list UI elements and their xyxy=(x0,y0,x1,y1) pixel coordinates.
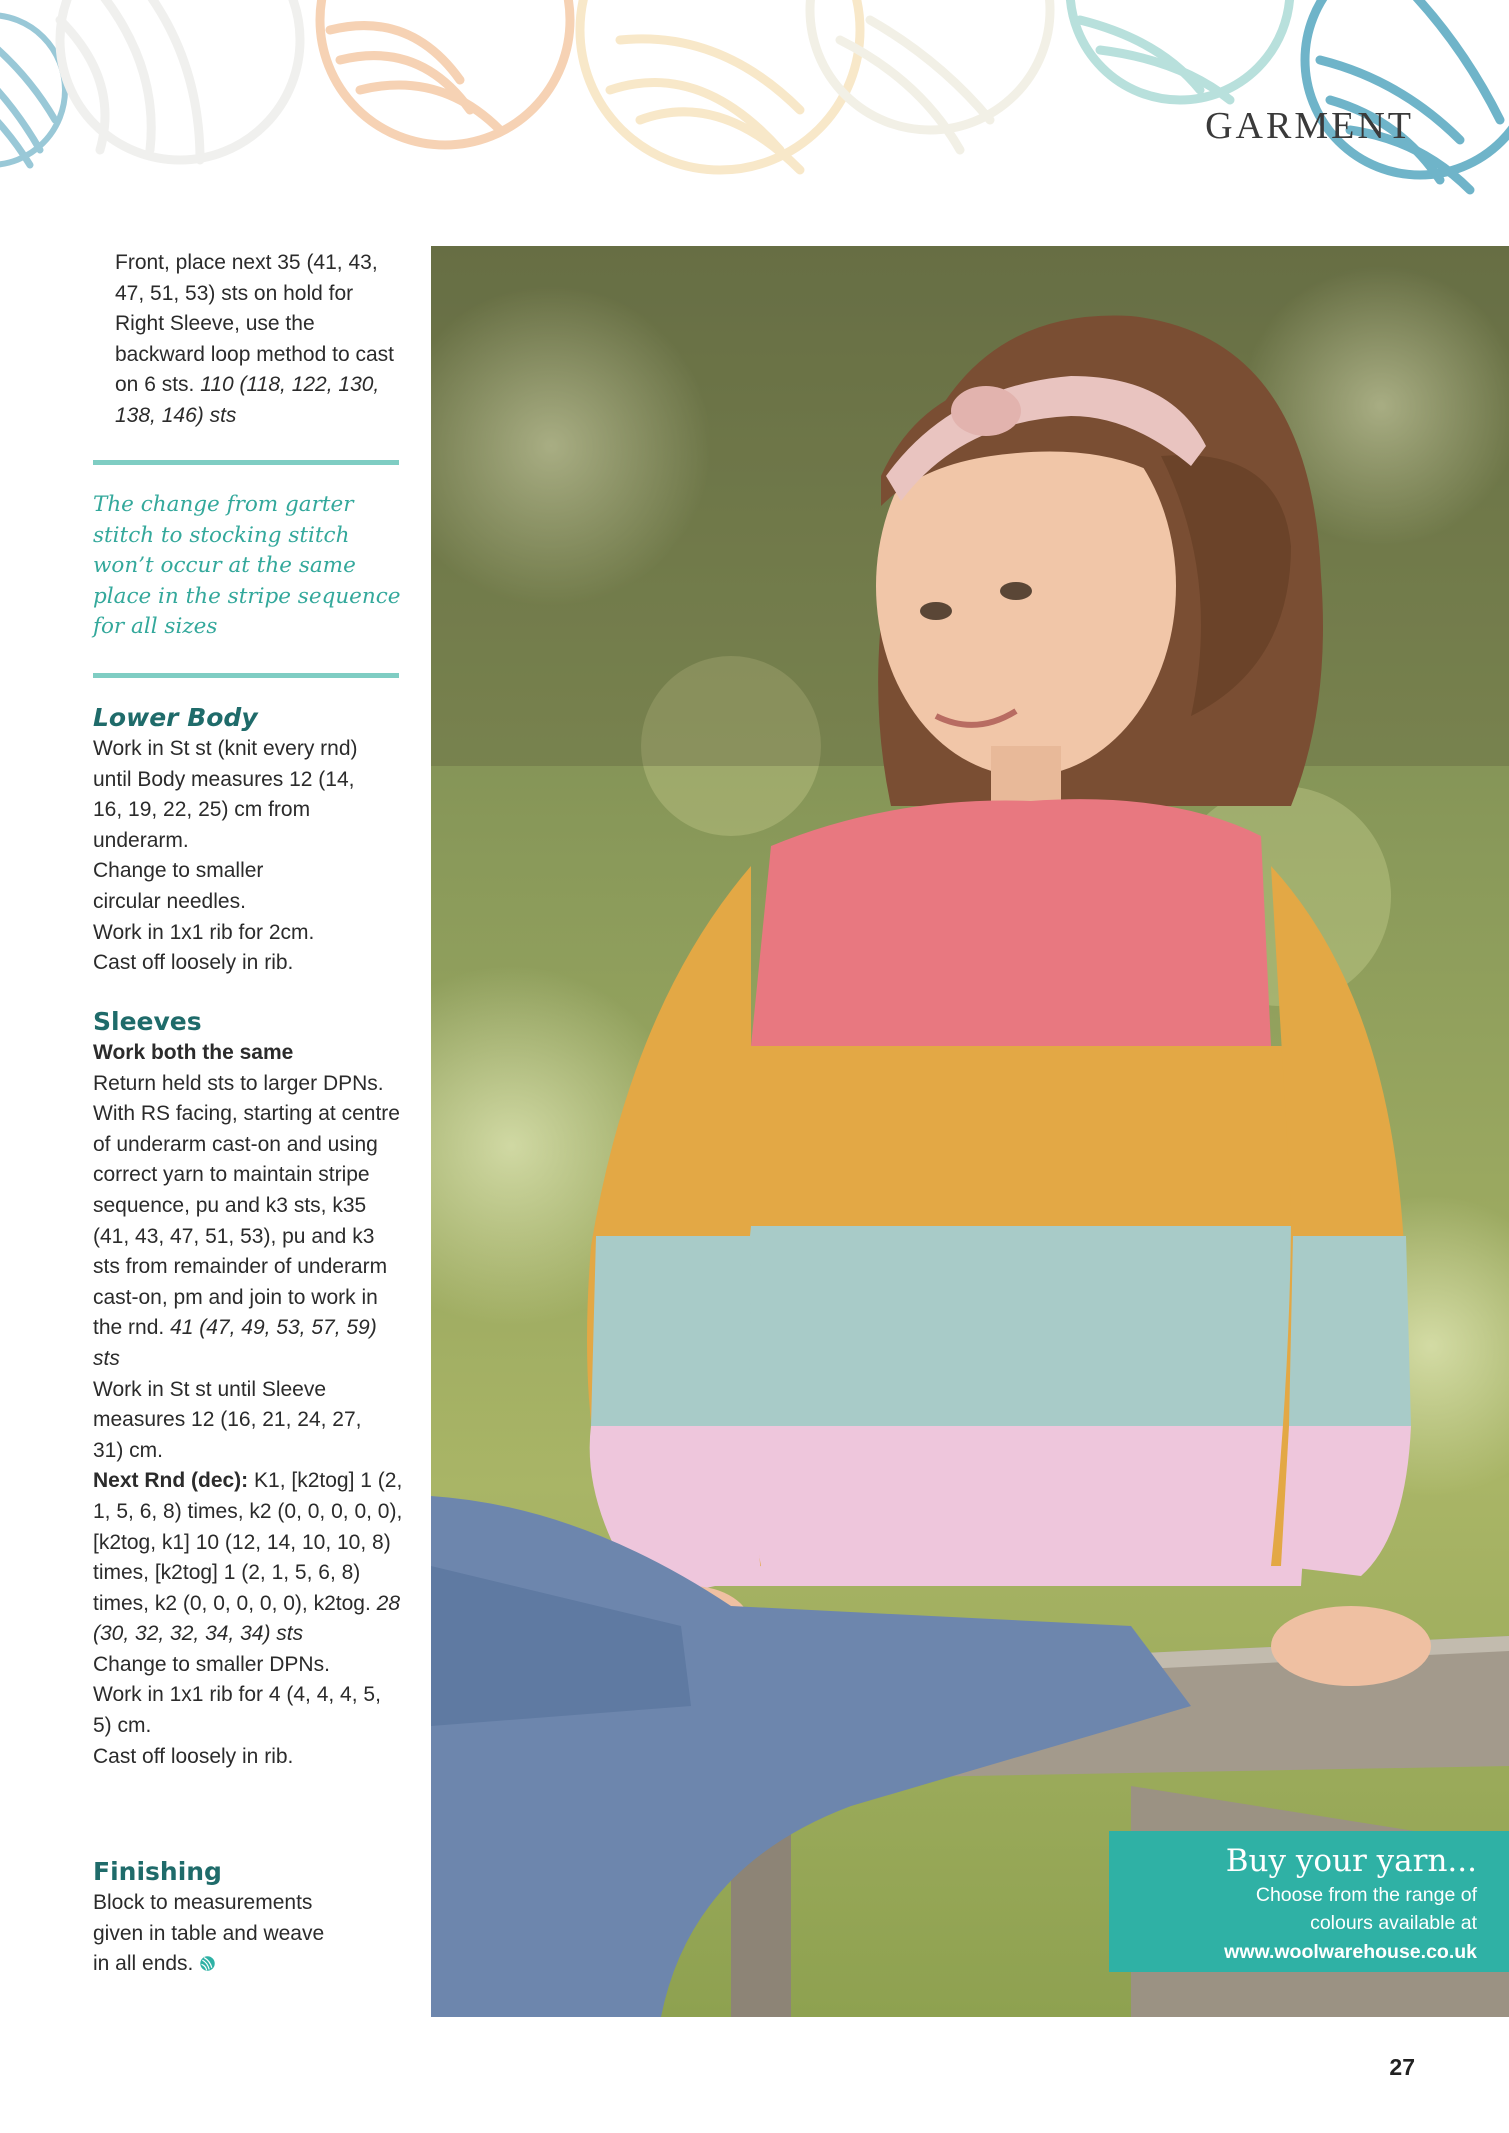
buy-yarn-title: Buy your yarn... xyxy=(1225,1843,1477,1879)
yarn-ball-icon xyxy=(580,0,860,170)
lower-body-line: Work in 1x1 rib for 2cm. xyxy=(93,920,315,944)
intro-paragraph xyxy=(115,248,405,432)
yarn-ball-icon xyxy=(60,0,300,160)
lower-body-section xyxy=(93,703,413,979)
buy-yarn-line: colours available at xyxy=(1310,1912,1477,1934)
finishing-heading: Finishing xyxy=(93,1857,222,1886)
sleeves-after-line: Cast off loosely in rib. xyxy=(93,1744,294,1768)
yarn-ball-icon xyxy=(0,15,65,165)
lower-body-line: Cast off loosely in rib. xyxy=(93,951,294,975)
photo-girl-in-striped-sweater xyxy=(431,246,1509,2017)
yarn-ball-icon xyxy=(810,0,1050,150)
pullquote-top-rule xyxy=(93,460,399,465)
sleeves-return-count: 41 (47, 49, 53, 57, 59) sts xyxy=(93,1316,377,1370)
sleeves-after-line: Change to smaller DPNs. xyxy=(93,1652,330,1676)
pullquote-bottom-rule xyxy=(93,673,399,678)
yarn-ball-icon xyxy=(320,0,570,145)
sleeves-subheading: Work both the same xyxy=(93,1041,294,1064)
photo-illustration xyxy=(431,246,1509,2017)
next-rnd-label: Next Rnd (dec): xyxy=(93,1469,249,1493)
section-label: GARMENT xyxy=(1205,105,1414,147)
page-number: 27 xyxy=(1389,2054,1415,2080)
yarn-ball-header-decoration xyxy=(0,0,1509,200)
finishing-section xyxy=(93,1857,343,1980)
pullquote: The change from garter stitch to stocking stitch won’t occur at the same place in the stripe sequence for all sizes xyxy=(93,492,401,640)
sleeves-section xyxy=(93,1007,403,1772)
intro-text: Front, place next 35 (41, 43, 47, 51, 53) sts on hold for Right Sleeve, use the backward loop method to cast on 6 sts. xyxy=(115,251,394,397)
sleeves-after-line: Work in 1x1 rib for 4 (4, 4, 4, 5, 5) cm. xyxy=(93,1683,381,1738)
finishing-text: Block to measurements given in table and weave in all ends. xyxy=(93,1891,325,1976)
lower-body-line: Work in St st (knit every rnd) until Body measures 12 (14, 16, 19, 22, 25) cm from underarm. xyxy=(93,737,358,852)
buy-yarn-line: Choose from the range of xyxy=(1255,1884,1477,1906)
intro-stitch-count: 110 (118, 122, 130, 138, 146) sts xyxy=(115,373,380,427)
woolwarehouse-link[interactable]: www.woolwarehouse.co.uk xyxy=(1224,1941,1477,1963)
next-rnd-count: 28 (30, 32, 32, 34, 34) sts xyxy=(93,1591,400,1646)
yarn-ball-icon xyxy=(1305,0,1509,190)
next-rnd-text: K1, [k2tog] 1 (2, 1, 5, 6, 8) times, k2 (0, 0, 0, 0, 0), [k2tog, k1] 10 (12, 14, 10, 10, 8) times, [k2tog] 1 (2, 1, 5, 6, 8) times, k2 (0, 0, 0, 0, 0), k2tog. xyxy=(93,1469,403,1615)
sleeves-heading: Sleeves xyxy=(93,1007,202,1036)
sleeves-work-text: Work in St st until Sleeve measures 12 (16, 21, 24, 27, 31) cm. xyxy=(93,1377,362,1462)
sleeves-return-text: Return held sts to larger DPNs. With RS facing, starting at centre of underarm cast-on and using correct yarn to maintain stripe sequence, pu and k3 sts, k35 (41, 43, 47, 51, 53), pu and k3 sts from remainder of underarm cast-on, pm and join to work in the rnd. xyxy=(93,1071,400,1340)
lower-body-heading: Lower Body xyxy=(93,703,258,732)
yarn-ball-icon xyxy=(1070,0,1290,100)
buy-yarn-box xyxy=(1109,1831,1509,1972)
yarn-ball-end-icon xyxy=(199,1955,216,1972)
lower-body-line: Change to smaller circular needles. xyxy=(93,859,264,913)
